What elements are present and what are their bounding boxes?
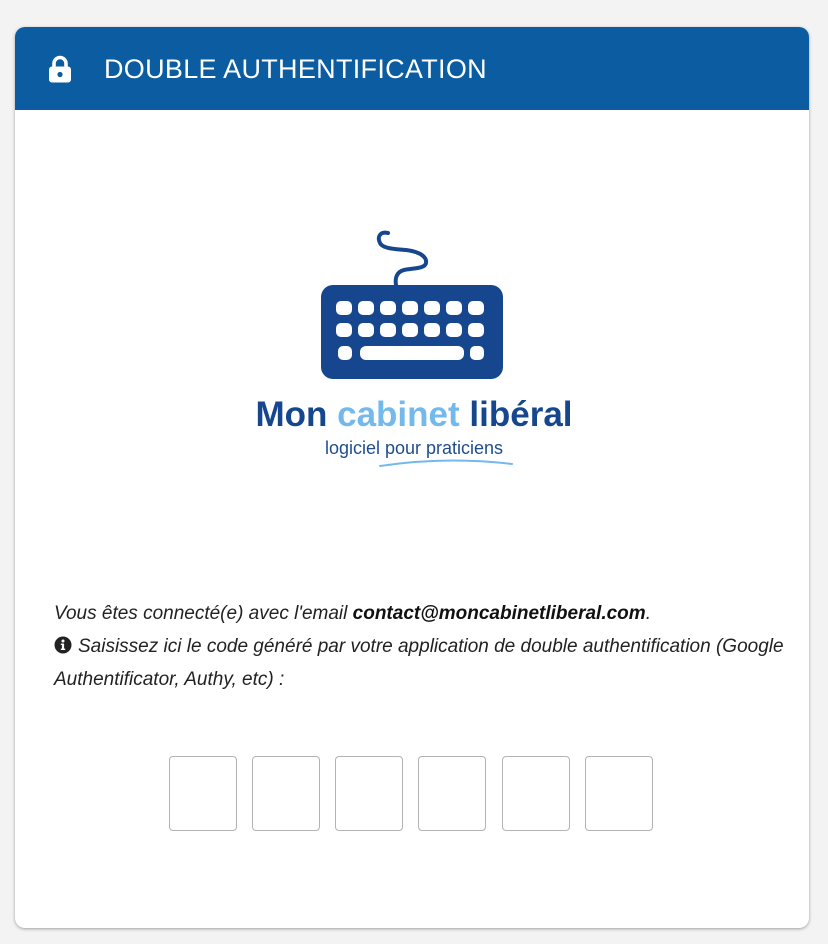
code-digit-2[interactable] (252, 756, 320, 831)
page-title: DOUBLE AUTHENTIFICATION (104, 54, 487, 84)
connected-email-line (54, 597, 784, 630)
code-digit-1[interactable] (169, 756, 237, 831)
brand-word-liberal: libéral (469, 395, 573, 434)
brand-logo (244, 227, 584, 477)
card-header (15, 27, 809, 110)
brand-tagline: logiciel pour praticiens (324, 438, 504, 458)
email-suffix: . (645, 603, 651, 624)
keyboard-icon (244, 227, 584, 387)
code-digit-5[interactable] (502, 756, 570, 831)
code-digit-4[interactable] (418, 756, 486, 831)
swoosh-decoration (376, 456, 516, 470)
lock-icon (46, 55, 74, 83)
info-circle-icon (54, 636, 72, 654)
email-prefix: Vous êtes connecté(e) avec l'email (54, 603, 353, 624)
brand-word-cabinet: cabinet (337, 395, 460, 434)
code-digit-3[interactable] (335, 756, 403, 831)
instructions (54, 597, 784, 696)
auth-card (15, 27, 809, 928)
brand-word-mon: Mon (255, 395, 328, 434)
brand-name (244, 395, 584, 435)
instruction-text: Saisissez ici le code généré par votre application de double authentification (Google Authentificator, Authy, etc) : (54, 636, 784, 690)
code-digit-6[interactable] (585, 756, 653, 831)
user-email: contact@moncabinetliberal.com (352, 603, 646, 624)
instruction-line (54, 630, 784, 696)
